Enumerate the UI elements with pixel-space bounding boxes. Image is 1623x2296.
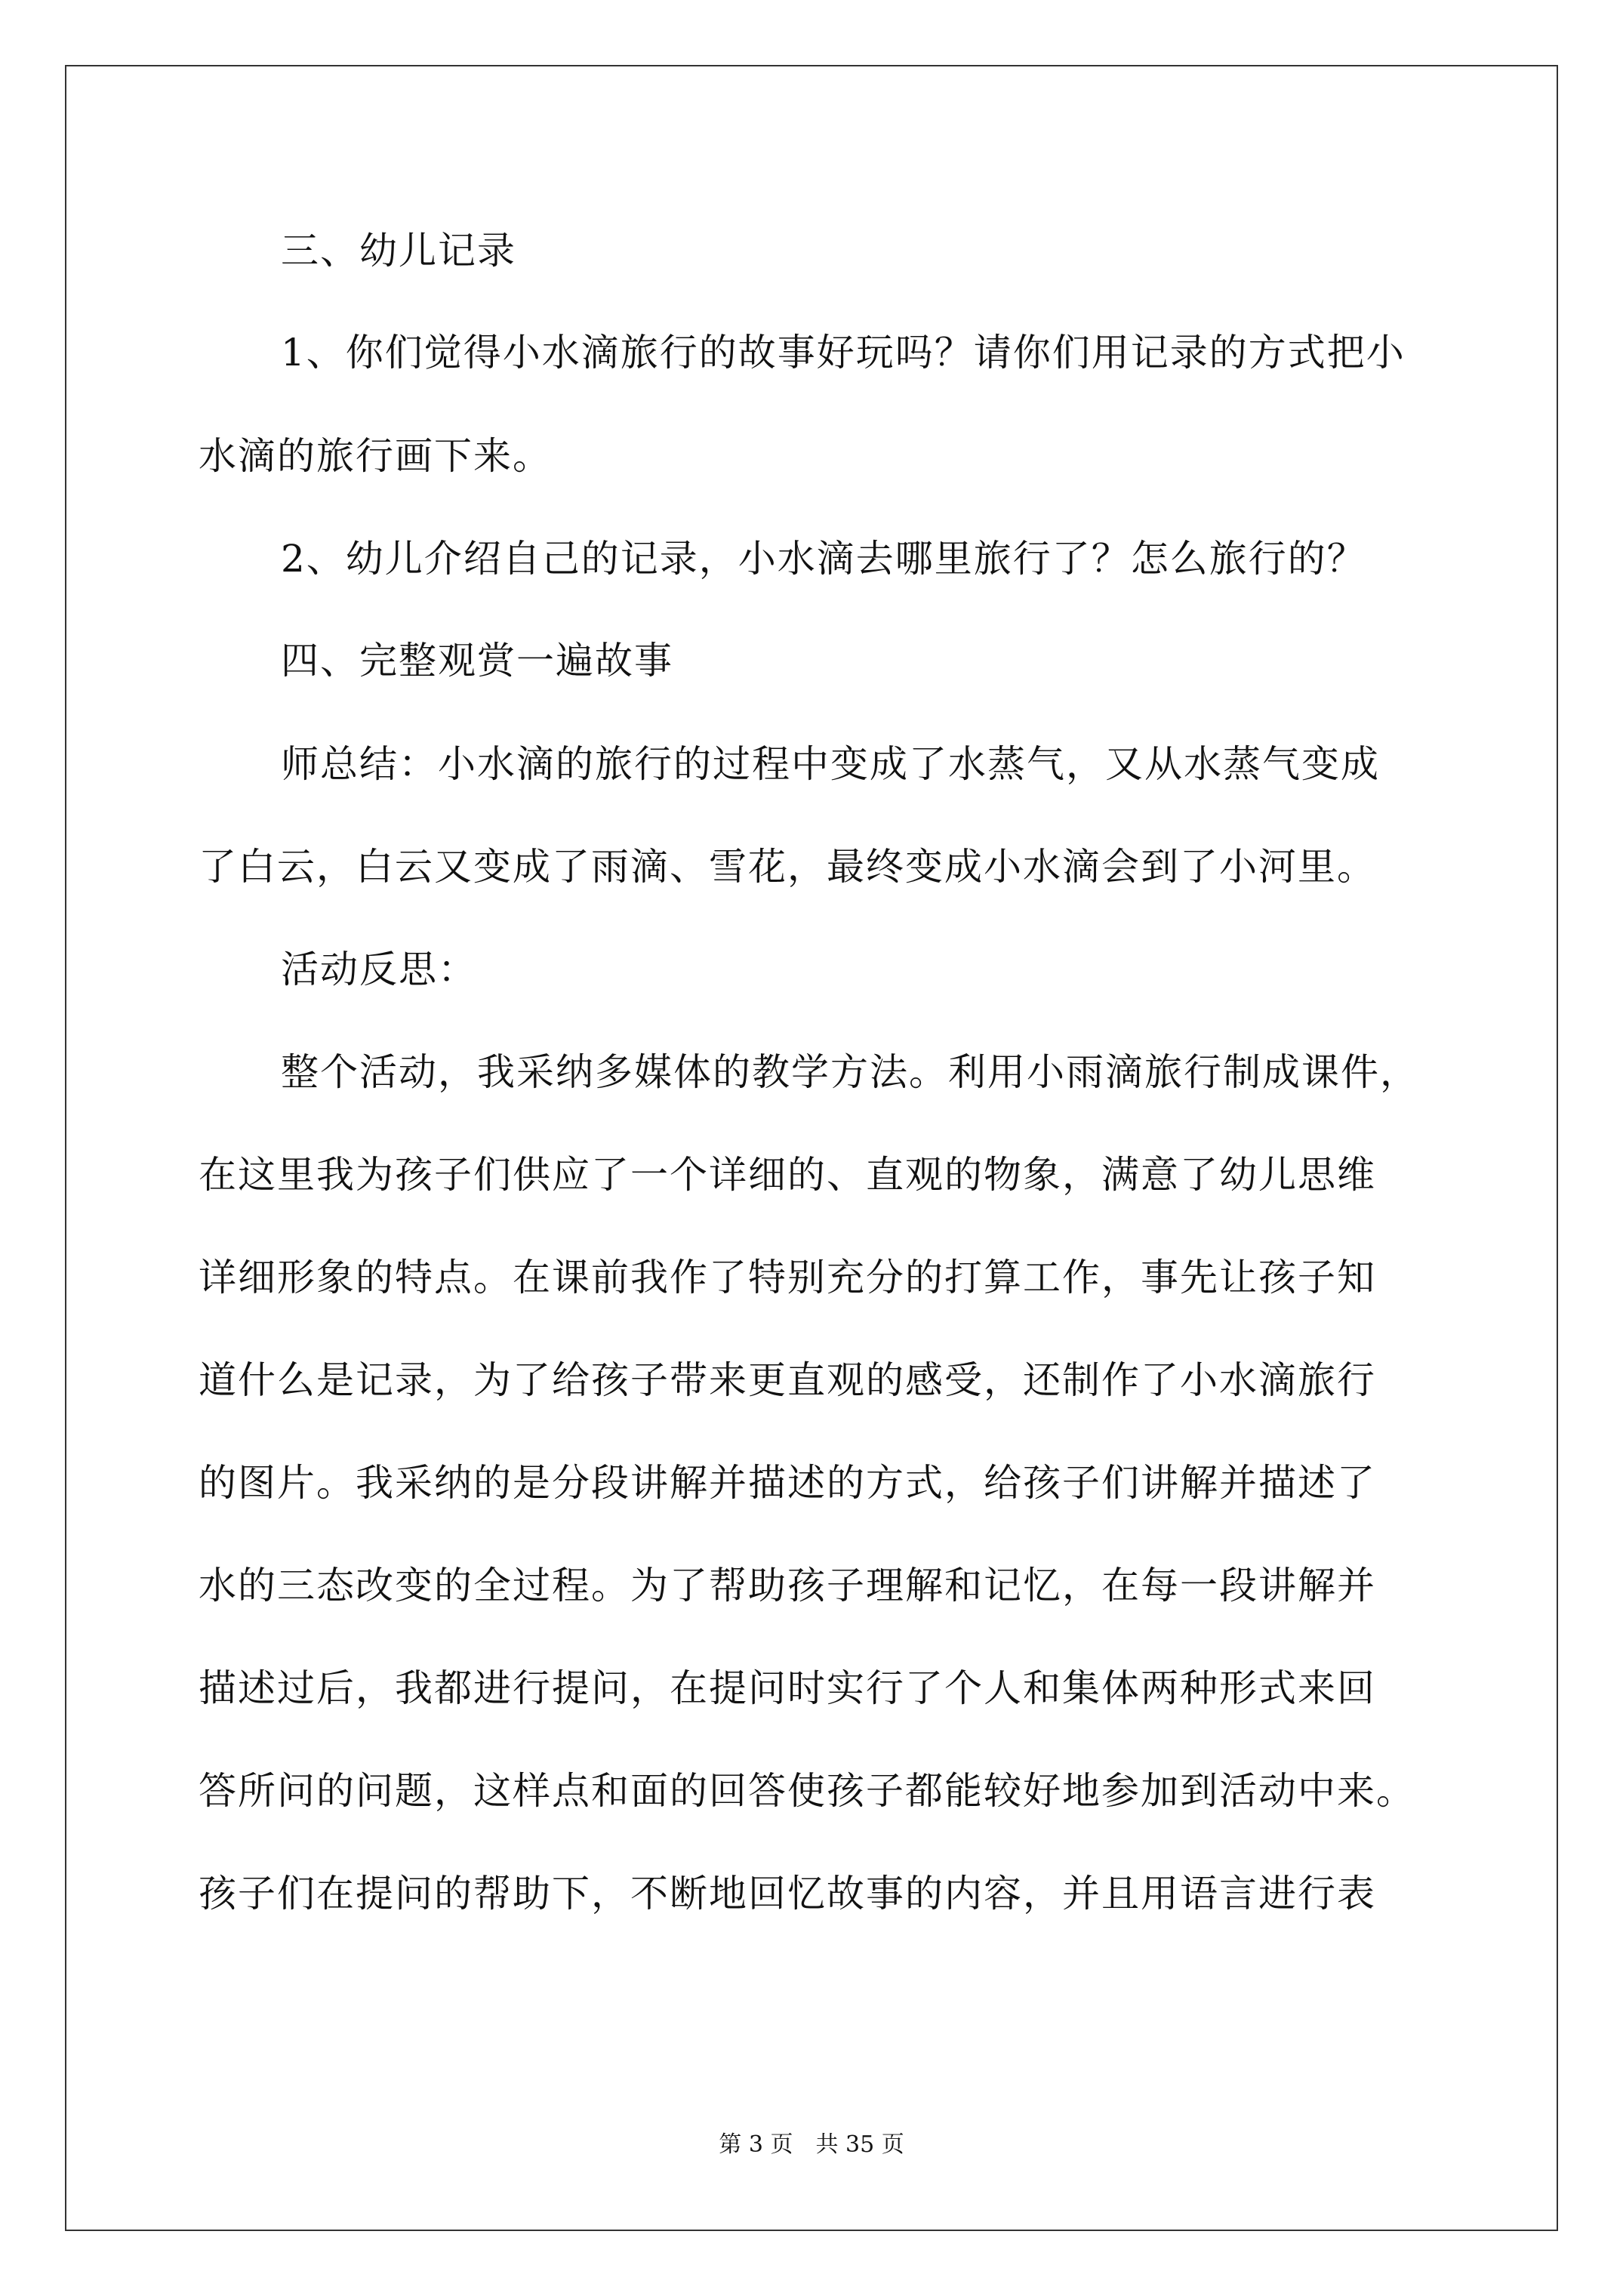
- paragraph-line: 1、你们觉得小水滴旅行的故事好玩吗？请你们用记录的方式把小: [281, 331, 1406, 374]
- paragraph-line: 水滴的旅行画下来。: [199, 434, 552, 478]
- paragraph-line: 答所问的问题，这样点和面的回答使孩子都能较好地参加到活动中来。: [199, 1769, 1415, 1813]
- paragraph-line: 的图片。我采纳的是分段讲解并描述的方式，给孩子们讲解并描述了: [199, 1461, 1376, 1505]
- paragraph-line: 孩子们在提问的帮助下，不断地回忆故事的内容，并且用语言进行表: [199, 1872, 1376, 1915]
- paragraph-line: 描述过后，我都进行提问，在提问时实行了个人和集体两种形式来回: [199, 1666, 1376, 1710]
- paragraph-line: 道什么是记录，为了给孩子带来更直观的感受，还制作了小水滴旅行: [199, 1358, 1376, 1402]
- paragraph-line: 详细形象的特点。在课前我作了特别充分的打算工作，事先让孩子知: [199, 1256, 1376, 1299]
- section-heading-record: 三、幼儿记录: [281, 229, 516, 273]
- paragraph-line: 水的三态改变的全过程。为了帮助孩子理解和记忆，在每一段讲解并: [199, 1564, 1376, 1607]
- section-heading-reflection: 活动反思：: [281, 948, 477, 991]
- paragraph-line: 在这里我为孩子们供应了一个详细的、直观的物象，满意了幼儿思维: [199, 1153, 1376, 1197]
- paragraph-line: 2、幼儿介绍自己的记录，小水滴去哪里旅行了？怎么旅行的？: [281, 537, 1366, 581]
- paragraph-line: 了白云，白云又变成了雨滴、雪花，最终变成小水滴会到了小河里。: [199, 845, 1376, 889]
- page-number: 第 3 页 共 35 页: [719, 2131, 904, 2158]
- section-heading-story: 四、完整观赏一遍故事: [281, 639, 673, 683]
- paragraph-line: 整个活动，我采纳多媒体的教学方法。利用小雨滴旅行制成课件，: [281, 1050, 1419, 1094]
- paragraph-line: 师总结：小水滴的旅行的过程中变成了水蒸气，又从水蒸气变成: [281, 742, 1380, 786]
